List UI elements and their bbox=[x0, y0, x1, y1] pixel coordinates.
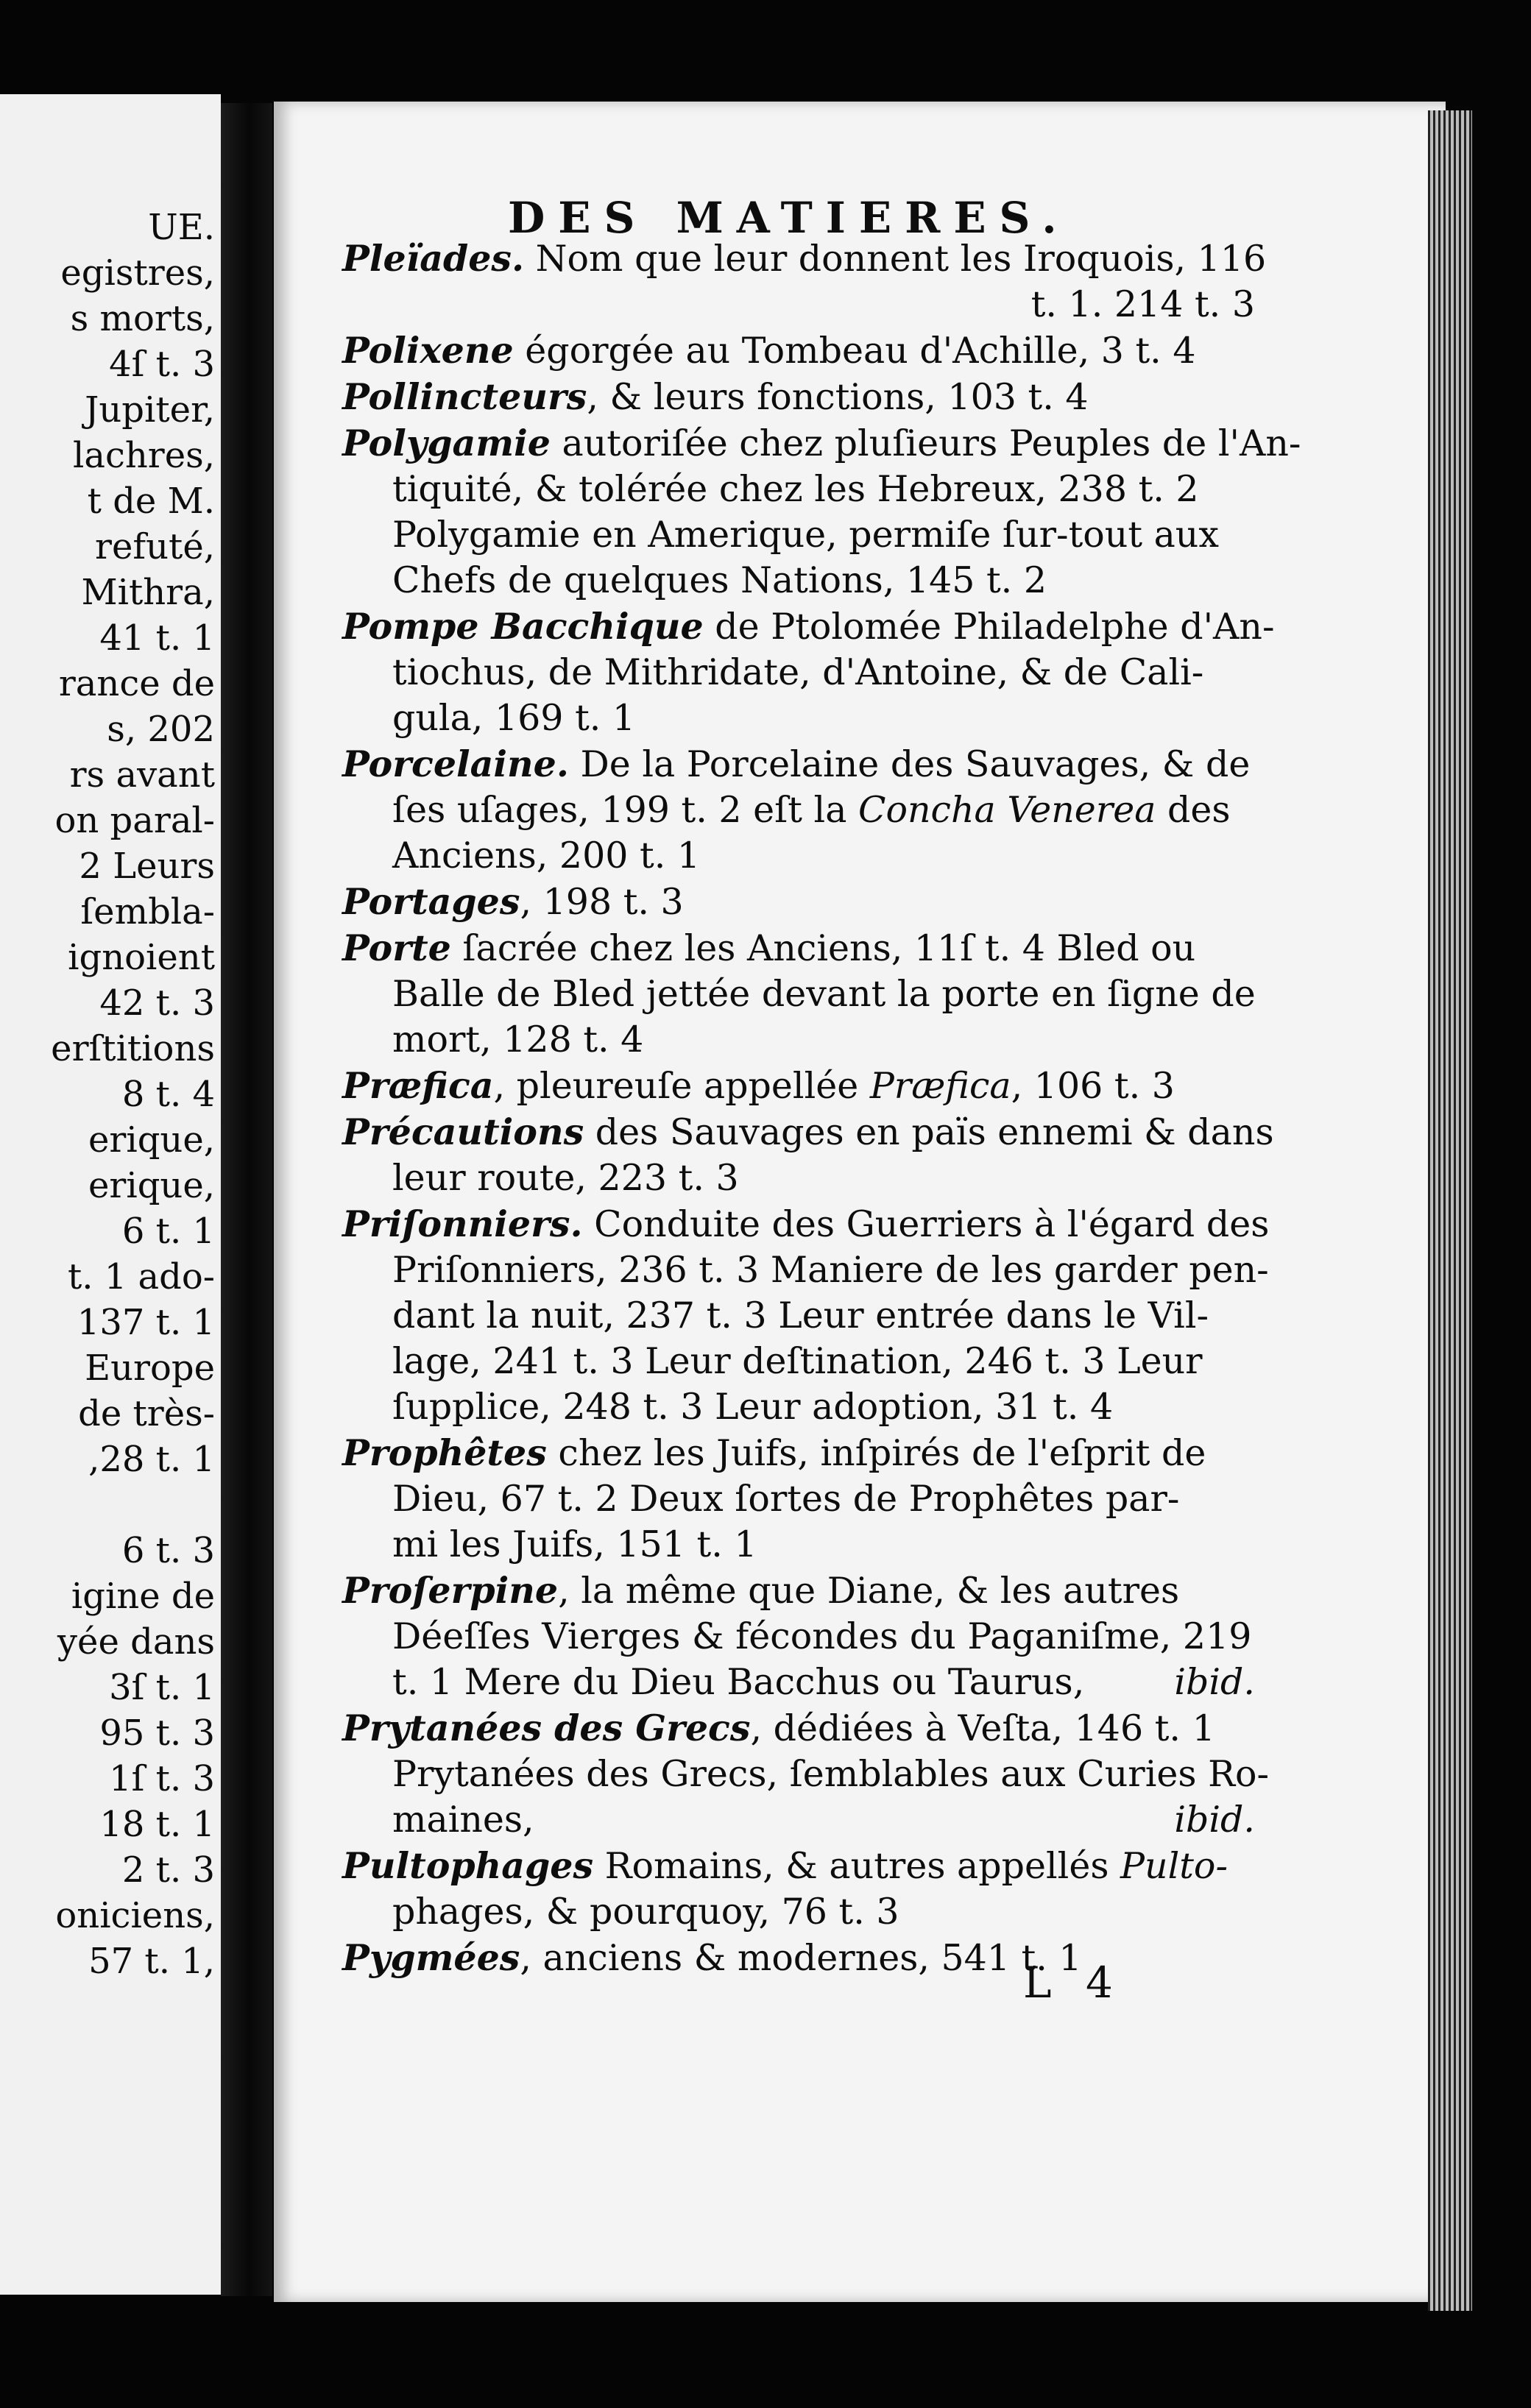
entry-text: des bbox=[1167, 789, 1231, 831]
index-entry bbox=[342, 925, 1255, 1063]
entry-italic-text: ibid. bbox=[1174, 1661, 1255, 1703]
entry-heading: Pompe Bacchique bbox=[342, 605, 704, 648]
index-entry bbox=[342, 741, 1255, 879]
previous-page-line: igine de bbox=[71, 1576, 215, 1617]
index-entry bbox=[342, 1705, 1270, 1843]
index-entry bbox=[342, 1430, 1255, 1568]
index-entry bbox=[342, 1568, 1255, 1705]
entry-text: De la Porcelaine des Sauvages, & de bbox=[580, 743, 1251, 785]
index-entry bbox=[342, 327, 1255, 374]
previous-page-line: ſembla- bbox=[80, 891, 215, 932]
previous-page-line: t de M. bbox=[87, 481, 215, 522]
entry-text: autoriſée chez pluſieurs Peuples de l'An- bbox=[562, 422, 1301, 464]
index-entry bbox=[342, 603, 1275, 741]
previous-page-line: 41 t. 1 bbox=[99, 617, 215, 659]
entry-italic-text: Pulto- bbox=[1120, 1845, 1228, 1887]
entry-text: ſes uſages, 199 t. 2 eſt la bbox=[392, 789, 847, 831]
entry-text: Romains, & autres appellés bbox=[604, 1845, 1109, 1887]
previous-page-line: 6 t. 1 bbox=[121, 1211, 215, 1252]
previous-page-line bbox=[0, 1482, 215, 1528]
entry-text: maines, bbox=[392, 1799, 534, 1841]
previous-page-line: 42 t. 3 bbox=[99, 982, 215, 1024]
entry-heading: Polygamie bbox=[342, 422, 551, 464]
entry-heading: Præfica bbox=[342, 1064, 494, 1107]
entry-heading: Pollincteurs bbox=[342, 375, 587, 418]
entry-italic-text: ibid. bbox=[1174, 1799, 1255, 1841]
entry-text: Balle de Bled jettée devant la porte en ſigne de bbox=[392, 973, 1256, 1015]
previous-page-line: ,28 t. 1 bbox=[88, 1439, 215, 1480]
previous-page-line: s, 202 bbox=[107, 709, 215, 750]
entry-text: , anciens & modernes, 541 t. 1 bbox=[520, 1937, 1082, 1979]
entry-heading: Porcelaine. bbox=[342, 743, 569, 785]
entry-text: , dédiées à Veſta, 146 t. 1 bbox=[750, 1707, 1215, 1749]
entry-text: des Sauvages en païs ennemi & dans bbox=[595, 1111, 1274, 1153]
entry-text: t. 1 Mere du Dieu Bacchus ou Taurus, bbox=[392, 1661, 1085, 1703]
entry-text: ſacrée chez les Anciens, 11ſ t. 4 Bled ou bbox=[462, 927, 1196, 969]
entry-text: Dieu, 67 t. 2 Deux ſortes de Prophêtes par- bbox=[392, 1478, 1180, 1520]
previous-page-line: Jupiter, bbox=[85, 389, 215, 431]
previous-page-line: 18 t. 1 bbox=[99, 1804, 215, 1845]
previous-page-line: 2 Leurs bbox=[79, 846, 215, 887]
index-entry bbox=[342, 1843, 1255, 1935]
previous-page-line: 8 t. 4 bbox=[121, 1074, 215, 1115]
previous-page-line: 2 t. 3 bbox=[121, 1849, 215, 1891]
entry-text: lage, 241 t. 3 Leur deſtination, 246 t. 3 Leur bbox=[392, 1340, 1203, 1382]
page-edges bbox=[1428, 110, 1472, 2311]
previous-page-line: erſtitions bbox=[51, 1028, 215, 1069]
entry-heading: Polixene bbox=[342, 329, 514, 372]
previous-page-line: s morts, bbox=[70, 298, 215, 339]
previous-page-line: erique, bbox=[88, 1119, 215, 1161]
entry-text: Chefs de quelques Nations, 145 t. 2 bbox=[392, 559, 1047, 601]
index-entry bbox=[342, 1201, 1270, 1430]
entry-text: leur route, 223 t. 3 bbox=[392, 1157, 739, 1199]
entry-text: égorgée au Tombeau d'Achille, 3 t. 4 bbox=[525, 330, 1196, 372]
previous-page-line: Europe bbox=[85, 1348, 215, 1389]
entry-heading: Pleïades. bbox=[342, 237, 525, 280]
previous-page-line: erique, bbox=[88, 1165, 215, 1206]
page-heading: DES MATIERES. bbox=[508, 193, 1070, 243]
entry-text: t. 1. 214 t. 3 bbox=[1030, 283, 1255, 325]
previous-page-line: 137 t. 1 bbox=[77, 1302, 215, 1343]
entry-text: ſupplice, 248 t. 3 Leur adoption, 31 t. 4 bbox=[392, 1386, 1114, 1428]
previous-page-line: refuté, bbox=[95, 526, 215, 567]
entry-text: tiquité, & tolérée chez les Hebreux, 238 t. 2 bbox=[392, 468, 1199, 510]
previous-page-line: 57 t. 1, bbox=[88, 1941, 215, 1982]
index-entry bbox=[342, 420, 1301, 603]
index-entry bbox=[342, 374, 1255, 420]
previous-page-line: 6 t. 3 bbox=[121, 1530, 215, 1571]
previous-page-text bbox=[0, 205, 215, 1984]
index-entries bbox=[342, 236, 1301, 1981]
previous-page-line: egistres, bbox=[60, 252, 215, 294]
entry-text: chez les Juifs, inſpirés de l'eſprit de bbox=[558, 1432, 1206, 1474]
previous-page-line: 3ſ t. 1 bbox=[109, 1667, 215, 1708]
entry-text: mi les Juifs, 151 t. 1 bbox=[392, 1523, 757, 1565]
entry-text: Priſonniers, 236 t. 3 Maniere de les garder pen- bbox=[392, 1249, 1269, 1291]
previous-page-line: Mithra, bbox=[81, 572, 215, 613]
entry-heading: Proſerpine bbox=[342, 1569, 559, 1612]
entry-italic-text: Præfica bbox=[869, 1065, 1011, 1107]
book-gutter bbox=[221, 103, 272, 2296]
entry-text: gula, 169 t. 1 bbox=[392, 697, 636, 739]
entry-text: , pleureuſe appellée bbox=[493, 1065, 859, 1107]
previous-page-line: ignoient bbox=[68, 937, 215, 978]
entry-text: , 198 t. 3 bbox=[520, 881, 684, 923]
previous-page-line: UE. bbox=[148, 207, 215, 248]
previous-page-line: yée dans bbox=[57, 1621, 215, 1662]
entry-text: Déeſſes Vierges & fécondes du Paganiſme, 219 bbox=[392, 1615, 1252, 1657]
entry-text: dant la nuit, 237 t. 3 Leur entrée dans le Vil- bbox=[392, 1295, 1209, 1336]
previous-page-line: rance de bbox=[58, 663, 215, 704]
previous-page-line: on paral- bbox=[54, 800, 215, 841]
entry-text: tiochus, de Mithridate, d'Antoine, & de Cali- bbox=[392, 651, 1204, 693]
previous-page-line: 1ſ t. 3 bbox=[109, 1758, 215, 1799]
index-entry bbox=[342, 1109, 1274, 1201]
entry-heading: Porte bbox=[342, 927, 451, 969]
entry-text: , 106 t. 3 bbox=[1011, 1065, 1175, 1107]
previous-page-line: t. 1 ado- bbox=[67, 1256, 215, 1297]
previous-page-line: lachres, bbox=[72, 435, 215, 476]
entry-heading: Portages bbox=[342, 880, 520, 923]
previous-page-line: de très- bbox=[78, 1393, 215, 1434]
entry-text: Prytanées des Grecs, ſemblables aux Curies Ro- bbox=[392, 1753, 1270, 1795]
entry-text: Anciens, 200 t. 1 bbox=[392, 835, 701, 877]
entry-text: de Ptolomée Philadelphe d'An- bbox=[715, 606, 1275, 648]
entry-heading: Pultophages bbox=[342, 1844, 594, 1887]
entry-heading: Précautions bbox=[342, 1111, 584, 1153]
index-entry bbox=[342, 236, 1267, 327]
entry-text: Conduite des Guerriers à l'égard des bbox=[594, 1203, 1270, 1245]
entry-heading: Prophêtes bbox=[342, 1431, 547, 1474]
entry-heading: Pygmées bbox=[342, 1936, 520, 1979]
entry-text: Nom que leur donnent les Iroquois, 116 bbox=[535, 238, 1267, 280]
entry-text: , & leurs fonctions, 103 t. 4 bbox=[587, 376, 1089, 418]
signature-mark: L 4 bbox=[1023, 1958, 1123, 2008]
entry-text: mort, 128 t. 4 bbox=[392, 1019, 644, 1060]
entry-text: , la même que Diane, & les autres bbox=[558, 1570, 1180, 1612]
entry-italic-text: Concha Venerea bbox=[858, 789, 1156, 831]
entry-heading: Priſonniers. bbox=[342, 1203, 583, 1245]
entry-text: phages, & pourquoy, 76 t. 3 bbox=[392, 1891, 899, 1933]
previous-page-line: rs avant bbox=[69, 754, 215, 796]
entry-heading: Prytanées des Grecs bbox=[342, 1707, 751, 1749]
previous-page-line: 95 t. 3 bbox=[99, 1713, 215, 1754]
index-entry bbox=[342, 879, 1255, 925]
previous-page-line: oniciens, bbox=[55, 1895, 215, 1936]
previous-page-line: 4ſ t. 3 bbox=[109, 344, 215, 385]
index-entry bbox=[342, 1063, 1255, 1109]
entry-text: Polygamie en Amerique, permiſe ſur-tout aux bbox=[392, 514, 1220, 556]
